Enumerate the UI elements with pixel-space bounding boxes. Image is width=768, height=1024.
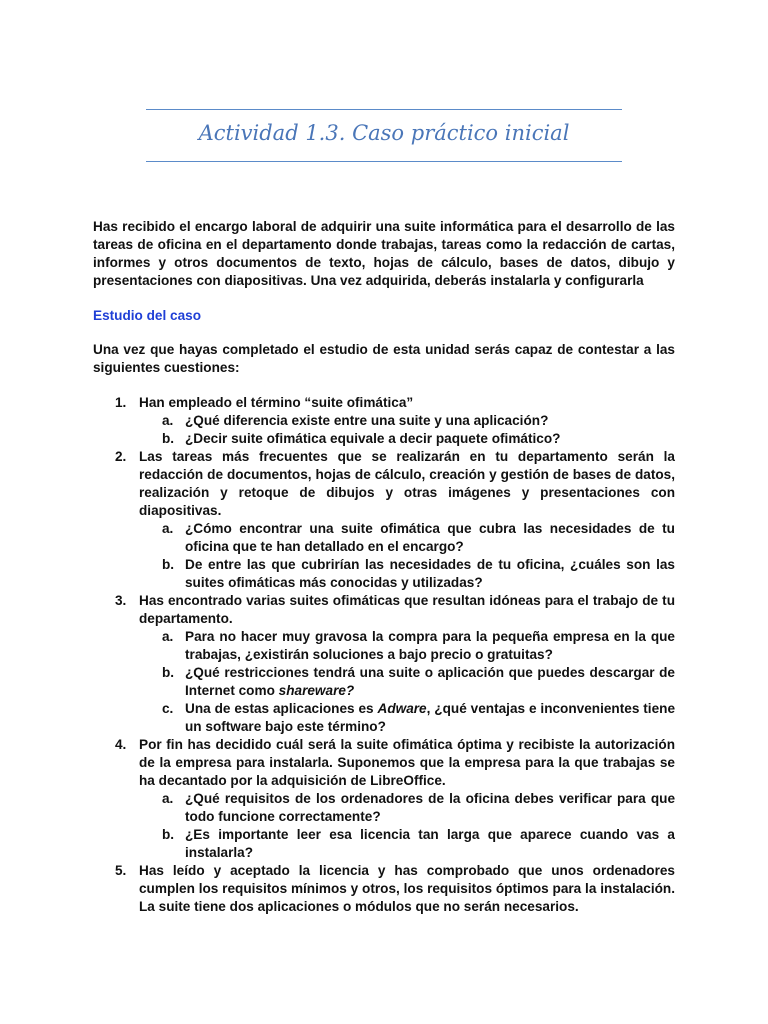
sub-question-item	[139, 826, 675, 862]
question-text: Las tareas más frecuentes que se realizarán en tu departamento serán la redacción de documentos, hojas de cálculo, creación y gestión de bases de datos, realización y retoque de dibujos y otras imágenes y presentaciones con diapositivas.	[139, 449, 675, 518]
question-text: Han empleado el término “suite ofimática”	[139, 395, 414, 410]
sub-question-list	[139, 628, 675, 736]
question-number: 4.	[115, 737, 127, 752]
sub-question-text-after: , ¿qué ventajas e inconvenientes tiene un software bajo este término?	[185, 701, 675, 734]
sub-question-list	[139, 520, 675, 592]
page-title: Actividad 1.3. Caso práctico inicial	[198, 121, 570, 145]
question-item	[93, 394, 675, 448]
question-number: 1.	[115, 395, 127, 410]
intro-paragraph: Has recibido el encargo laboral de adquirir una suite informática para el desarrollo de las tareas de oficina en el departamento donde trabajas, tareas como la redacción de cartas, informes y otros documentos de texto, hojas de cálculo, bases de datos, dibujo y presentaciones con diapositivas. Una vez adquirida, deberás instalarla y configurarla	[93, 219, 675, 288]
sub-question-item	[139, 628, 675, 664]
sub-question-text: ¿Es importante leer esa licencia tan larga que aparece cuando vas a instalarla?	[185, 827, 675, 860]
question-number: 5.	[115, 863, 127, 878]
sub-question-item	[139, 556, 675, 592]
section-heading: Estudio del caso	[93, 308, 202, 323]
sub-question-letter: b.	[162, 827, 175, 842]
sub-question-letter: b.	[162, 431, 175, 446]
sub-question-letter: a.	[162, 413, 174, 428]
sub-question-italic-term: Adware	[377, 701, 427, 716]
question-text: Has encontrado varias suites ofimáticas que resultan idóneas para el trabajo de tu departamento.	[139, 593, 675, 626]
question-number: 3.	[115, 593, 127, 608]
sub-question-item	[139, 412, 675, 430]
sub-question-letter: a.	[162, 629, 174, 644]
sub-question-text: De entre las que cubrirían las necesidades de tu oficina, ¿cuáles son las suites ofimáticas más conocidas y utilizadas?	[185, 557, 675, 590]
question-item	[93, 592, 675, 736]
sub-question-text: ¿Cómo encontrar una suite ofimática que cubra las necesidades de tu oficina que te han detallado en el encargo?	[185, 521, 675, 554]
question-item	[93, 736, 675, 862]
question-item	[93, 448, 675, 592]
sub-question-text: ¿Qué requisitos de los ordenadores de la oficina debes verificar para que todo funcione correctamente?	[185, 791, 675, 824]
sub-question-text: Para no hacer muy gravosa la compra para la pequeña empresa en la que trabajas, ¿existirán soluciones a bajo precio o gratuitas?	[185, 629, 675, 662]
title-bottom-rule	[146, 161, 622, 162]
sub-question-text: ¿Decir suite ofimática equivale a decir paquete ofimático?	[185, 431, 561, 446]
question-text: Por fin has decidido cuál será la suite ofimática óptima y recibiste la autorización de la empresa para instalarla. Suponemos que la empresa para la que trabajas se ha decantado por la adquisición de LibreOffice.	[139, 737, 675, 788]
question-item	[93, 862, 675, 916]
sub-question-text: ¿Qué diferencia existe entre una suite y una aplicación?	[185, 413, 549, 428]
question-text: Has leído y aceptado la licencia y has comprobado que unos ordenadores cumplen los requisitos mínimos y otros, los requisitos óptimos para la instalación. La suite tiene dos aplicaciones o módulos que no serán necesarios.	[139, 863, 675, 914]
sub-question-text	[185, 664, 675, 700]
sub-question-item	[139, 430, 675, 448]
question-number: 2.	[115, 449, 127, 464]
questions-list	[93, 394, 675, 916]
sub-question-item	[139, 664, 675, 700]
sub-question-letter: a.	[162, 521, 174, 536]
sub-question-item	[139, 700, 675, 736]
sub-question-letter: b.	[162, 557, 175, 572]
title-top-rule	[146, 109, 622, 110]
sub-question-italic-term: shareware?	[278, 683, 355, 698]
sub-question-list	[139, 790, 675, 862]
sub-question-letter: a.	[162, 791, 174, 806]
sub-question-item	[139, 520, 675, 556]
sub-question-list	[139, 412, 675, 448]
sub-question-letter: b.	[162, 665, 175, 680]
sub-question-letter: c.	[162, 701, 174, 716]
document-body	[93, 218, 675, 916]
sub-question-text-before: ¿Qué restricciones tendrá una suite o aplicación que puedes descargar de Internet como	[185, 665, 675, 698]
sub-question-text-before: Una de estas aplicaciones es	[185, 701, 378, 716]
lead-paragraph: Una vez que hayas completado el estudio de esta unidad serás capaz de contestar a las siguientes cuestiones:	[93, 342, 675, 375]
sub-question-item	[139, 790, 675, 826]
sub-question-text	[185, 700, 675, 736]
